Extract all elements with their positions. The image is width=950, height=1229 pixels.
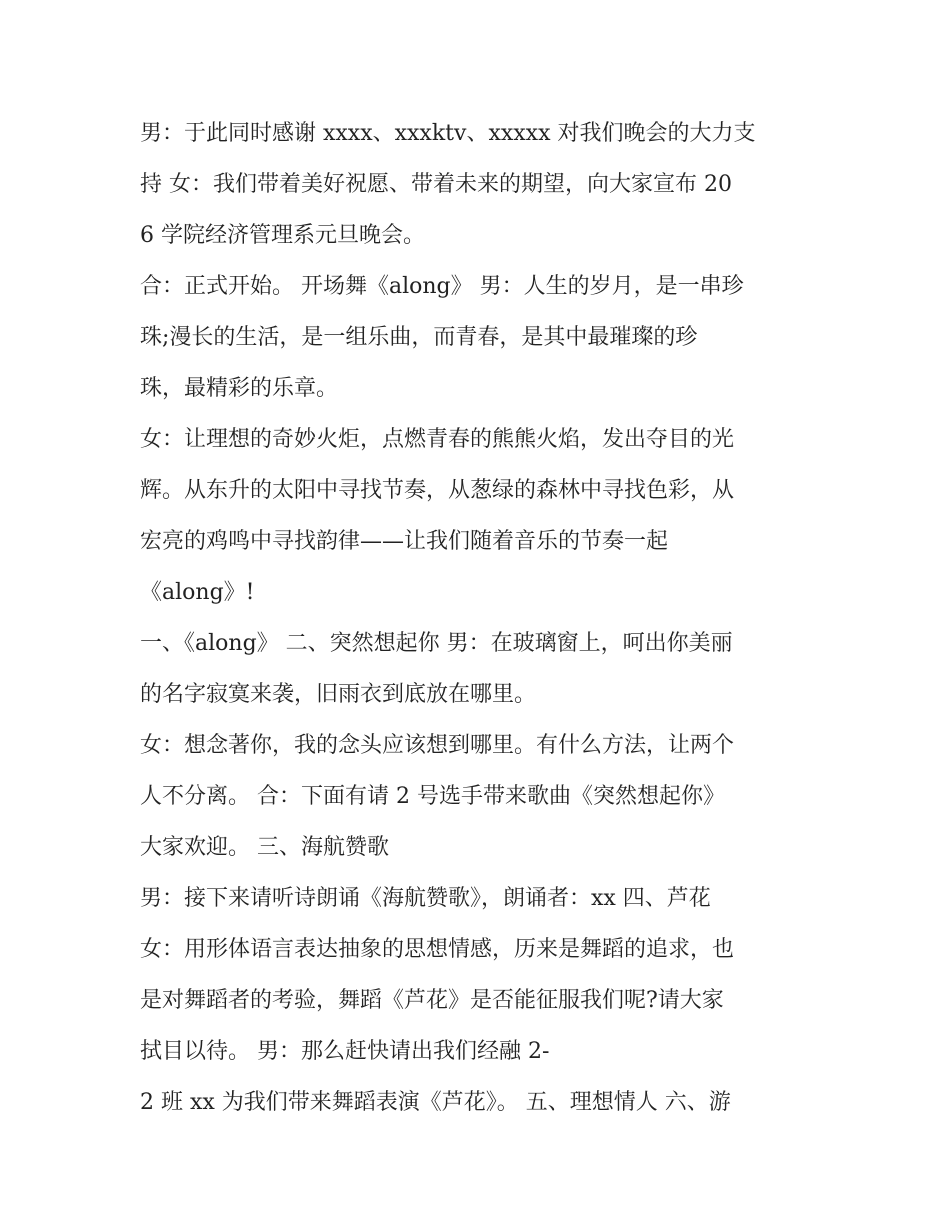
text-line: 大家欢迎。 三、海航赞歌 <box>140 835 389 860</box>
text-line: 是对舞蹈者的考验，舞蹈《芦花》是否能征服我们呢?请大家 <box>140 988 724 1013</box>
text-line: 2 班 xx 为我们带来舞蹈表演《芦花》。 五、理想情人 六、游 <box>140 1090 731 1115</box>
text-line: 女：想念著你，我的念头应该想到哪里。有什么方法，让两个 <box>140 733 735 758</box>
text-line: 6 学院经济管理系元旦晚会。 <box>140 223 425 248</box>
text-line: 一、《along》 二、突然想起你 男：在玻璃窗上，呵出你美丽 <box>140 631 733 656</box>
text-line: 持 女：我们带着美好祝愿、带着未来的期望，向大家宣布 20 <box>140 172 732 197</box>
text-line: 珠;漫长的生活，是一组乐曲，而青春，是其中最璀璨的珍 <box>140 325 698 350</box>
text-line: 拭目以待。 男：那么赶快请出我们经融 2- <box>140 1039 550 1064</box>
text-line: 男：于此同时感谢 xxxx、xxxktv、xxxxx 对我们晚会的大力支 <box>140 121 756 146</box>
text-line: 的名字寂寞来袭，旧雨衣到底放在哪里。 <box>140 682 537 707</box>
text-line: 合：正式开始。 开场舞《along》 男：人生的岁月，是一串珍 <box>140 274 744 299</box>
text-line: 辉。从东升的太阳中寻找节奏，从葱绿的森林中寻找色彩，从 <box>140 478 735 503</box>
text-line: 女：用形体语言表达抽象的思想情感，历来是舞蹈的追求，也 <box>140 937 735 962</box>
text-line: 人不分离。 合：下面有请 2 号选手带来歌曲《突然想起你》 <box>140 784 725 809</box>
text-line: 女：让理想的奇妙火炬，点燃青春的熊熊火焰，发出夺目的光 <box>140 427 735 452</box>
document-body <box>140 108 830 1128</box>
text-line: 宏亮的鸡鸣中寻找韵律——让我们随着音乐的节奏一起 <box>140 529 669 554</box>
text-line: 男：接下来请听诗朗诵《海航赞歌》，朗诵者：xx 四、芦花 <box>140 886 711 911</box>
text-line: 珠，最精彩的乐章。 <box>140 376 339 401</box>
text-line: 《along》! <box>140 580 255 605</box>
